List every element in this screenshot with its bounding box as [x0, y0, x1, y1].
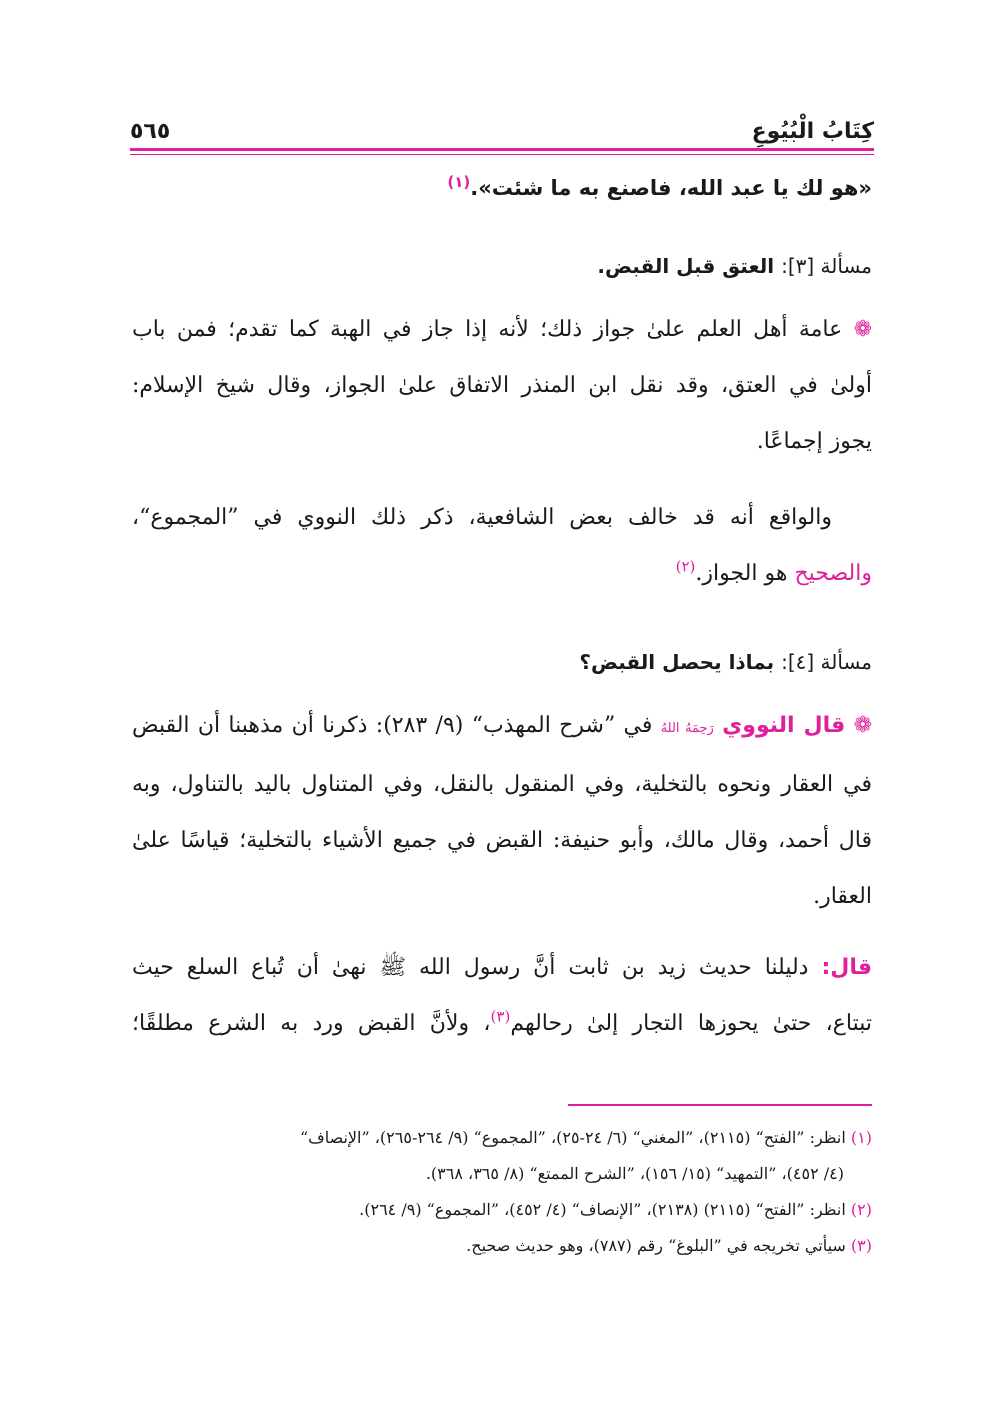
paragraph-3	[132, 698, 872, 925]
footnote-1	[132, 1120, 872, 1156]
header-rule-thick	[130, 148, 874, 151]
paragraph-4	[132, 940, 872, 1052]
issue-3-title: العتق قبل القبض.	[597, 254, 775, 278]
paragraph-3-line-2: في العقار ونحوه بالتخلية، وفي المنقول بالنقل، وفي المتناول باليد بالتناول، وبه	[132, 772, 872, 797]
paragraph-1-line-2: أولىٰ في العتق، وقد نقل ابن المنذر الاتفاق علىٰ الجواز، وقال شيخ الإسلام:	[132, 373, 872, 398]
issue-4-label: مسألة [٤]:	[781, 650, 872, 674]
footnotes	[132, 1120, 872, 1264]
paragraph-1	[132, 302, 872, 470]
paragraph-3-line-4: العقار.	[813, 884, 872, 909]
page-header	[130, 108, 874, 144]
footnote-2-text: انظر: ”الفتح“ (٢١١٥) (٢١٣٨)، ”الإنصاف“ (٤/ ٤٥٢)، ”المجموع“ (٩/ ٢٦٤).	[359, 1200, 846, 1219]
hadith-text: «هو لك يا عبد الله، فاصنع به ما شئت».	[470, 176, 872, 200]
header-rule-thin	[130, 154, 874, 155]
book-title: كِتَابُ الْبُيُوعِ	[751, 119, 874, 144]
flower-ornament-icon: ❁	[853, 317, 872, 342]
paragraph-2-line-2: والصحيح هو الجواز.$^{(٢)}$	[675, 557, 872, 586]
speaker-nawawi: قال النووي	[722, 713, 846, 738]
issue-3-heading	[132, 238, 872, 294]
footnote-1-continued	[132, 1156, 872, 1192]
issue-3-label: مسألة [٣]:	[781, 254, 872, 278]
issue-4-heading	[132, 634, 872, 690]
speaker-qala: قال:	[821, 955, 872, 980]
paragraph-3-line-3: قال أحمد، وقال مالك، وأبو حنيفة: القبض في جميع الأشياء بالتخلية؛ قياسًا علىٰ	[132, 828, 872, 853]
footnote-3-text: سيأتي تخريجه في ”البلوغ“ رقم (٧٨٧)، وهو حديث صحيح.	[466, 1236, 846, 1255]
paragraph-4-line-2: تبتاع، حتىٰ يحوزها التجار إلىٰ رحالهم$^{(٣)}$، ولأنَّ القبض ورد به الشرع مطلقًا؛	[132, 1007, 873, 1036]
footnote-ref-2: (٢)	[675, 557, 696, 576]
paragraph-2-line-1: والواقع أنه قد خالف بعض الشافعية، ذكر ذلك النووي في ”المجموع“،	[132, 505, 833, 530]
footnote-2-marker: (٢)	[850, 1200, 872, 1219]
footnote-1-text: انظر: ”الفتح“ (٢١١٥)، ”المغني“ (٦/ ٢٤-٢٥)، ”المجموع“ (٩/ ٢٦٤-٢٦٥)، ”الإنصاف“	[299, 1128, 846, 1147]
paragraph-3-line-1: ❁ قال النووي رَحِمَهُ اللهُ في ”شرح المهذب“ (٩/ ٢٨٣): ذكرنا أن مذهبنا أن القبض	[132, 713, 873, 738]
hadith-continuation	[132, 160, 872, 216]
page-number: ٥٦٥	[130, 119, 171, 144]
footnote-ref-1: (١)	[447, 173, 471, 191]
footnote-1-text-continued: (٤/ ٤٥٢)، ”التمهيد“ (١٥/ ١٥٦)، ”الشرح الممتع“ (٨/ ٣٦٥، ٣٦٨).	[425, 1164, 844, 1183]
footnote-3-marker: (٣)	[850, 1236, 872, 1255]
footnote-ref-3: (٣)	[490, 1007, 511, 1026]
paragraph-4-line-1: قال: دليلنا حديث زيد بن ثابت أنَّ رسول الله ﷺ نهىٰ أن تُباع السلع حيث	[132, 955, 872, 980]
paragraph-1-line-1: ❁ عامة أهل العلم علىٰ جواز ذلك؛ لأنه إذا جاز في الهبة كما تقدم؛ فمن باب	[132, 317, 872, 342]
footnote-3	[132, 1228, 872, 1264]
honorific: رَحِمَهُ اللهُ	[660, 721, 714, 736]
footnote-separator	[568, 1104, 872, 1106]
flower-ornament-icon: ❁	[853, 713, 873, 738]
highlight-sahih: والصحيح	[794, 561, 872, 586]
issue-4-title: بماذا يحصل القبض؟	[579, 650, 775, 674]
footnote-1-marker: (١)	[850, 1128, 872, 1147]
footnote-2	[132, 1192, 872, 1228]
paragraph-1-line-3: يجوز إجماعًا.	[756, 429, 872, 454]
paragraph-2	[132, 490, 872, 602]
